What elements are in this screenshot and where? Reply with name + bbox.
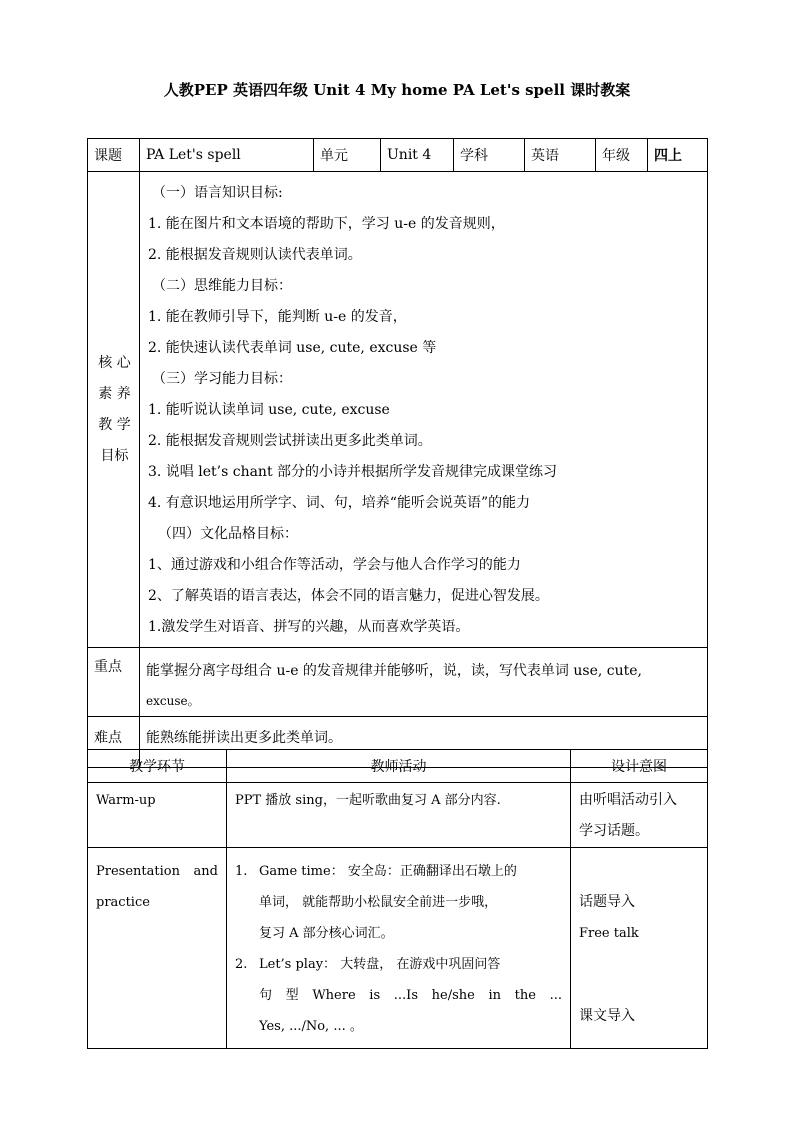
goal-item: 1. 能在图片和文本语境的帮助下，学习 u-e 的发音规则，	[148, 216, 505, 232]
goal-heading: （二）思维能力目标：	[152, 278, 292, 294]
lesson-info-table	[87, 138, 708, 768]
goal-heading: （一）语言知识目标:	[152, 185, 283, 201]
warmup-intent: 由听唱活动引入 学习话题。	[571, 783, 708, 848]
presentation-stage: Presentation and practice	[88, 848, 227, 1049]
goal-item: 1. 能在教师引导下，能判断 u-e 的发音，	[148, 309, 407, 325]
header-row	[88, 139, 708, 172]
goal-item: 2、了解英语的语言表达，体会不同的语言魅力，促进心智发展。	[148, 588, 549, 604]
goal-item: 2. 能快速认读代表单词 use, cute, excuse 等	[148, 340, 437, 356]
intent-header: 设计意图	[571, 750, 708, 783]
goals-content	[140, 172, 708, 648]
goal-item: 2. 能根据发音规则认读代表单词。	[148, 247, 362, 263]
goals-row	[88, 172, 708, 648]
goal-item: 1、通过游戏和小组合作等活动，学会与他人合作学习的能力	[148, 557, 521, 573]
grade-label: 年级	[596, 139, 648, 172]
goal-item: 1. 能听说认读单词 use, cute, excuse	[148, 402, 390, 418]
presentation-intent: 话题导入 Free talk 课文导入	[571, 848, 708, 1049]
subject-label: 学科	[454, 139, 525, 172]
key-point-row	[88, 648, 708, 717]
stage-header: 教学环节	[88, 750, 227, 783]
topic-value: PA Let's spell	[140, 139, 314, 172]
goal-heading: （四）文化品格目标：	[158, 526, 298, 542]
presentation-activity	[227, 848, 571, 1049]
unit-value: Unit 4	[381, 139, 454, 172]
key-point-content: 能掌握分离字母组合 u-e 的发音规律并能够听，说，读，写代表单词 use, cute, excuse。	[140, 648, 708, 717]
goal-item: 3. 说唱 let’s chant 部分的小诗并根据所学发音规律完成课堂练习	[148, 464, 558, 480]
goals-label: 核 心 素 养 教 学 目标	[88, 172, 140, 648]
subject-value: 英语	[525, 139, 596, 172]
warmup-stage: Warm-up	[88, 783, 227, 848]
activity-item-2: 2. Let’s play： 大转盘， 在游戏中巩固问答 句 型 Where is ...Is he/she in the ... Yes, .../No, ... 。	[235, 957, 562, 1034]
activity-item-1: 1. Game time： 安全岛：正确翻译出石墩上的 单词， 就能帮助小松鼠安全前进一步哦， 复习 A 部分核心词汇。	[235, 864, 517, 941]
grade-value: 四上	[648, 139, 708, 172]
unit-label: 单元	[314, 139, 381, 172]
goal-heading: （三）学习能力目标：	[152, 371, 292, 387]
difficult-point-label: 难点	[88, 717, 140, 768]
process-header-row	[88, 750, 708, 783]
difficult-point-content: 能熟练能拼读出更多此类单词。	[140, 717, 708, 768]
document-title: 人教PEP 英语四年级 Unit 4 My home PA Let's spell 课时教案	[163, 81, 631, 99]
key-point-label: 重点	[88, 648, 140, 717]
teaching-process-table	[87, 749, 708, 1049]
activity-header: 教师活动	[227, 750, 571, 783]
goal-item: 4. 有意识地运用所学字、词、句，培养“能听会说英语”的能力	[148, 495, 531, 511]
topic-label: 课题	[88, 139, 140, 172]
goal-item: 1.激发学生对语音、拼写的兴趣，从而喜欢学英语。	[148, 619, 470, 635]
goal-item: 2. 能根据发音规则尝试拼读出更多此类单词。	[148, 433, 432, 449]
presentation-row	[88, 848, 708, 1049]
warmup-activity: PPT 播放 sing，一起听歌曲复习 A 部分内容.	[227, 783, 571, 848]
warmup-row	[88, 783, 708, 848]
